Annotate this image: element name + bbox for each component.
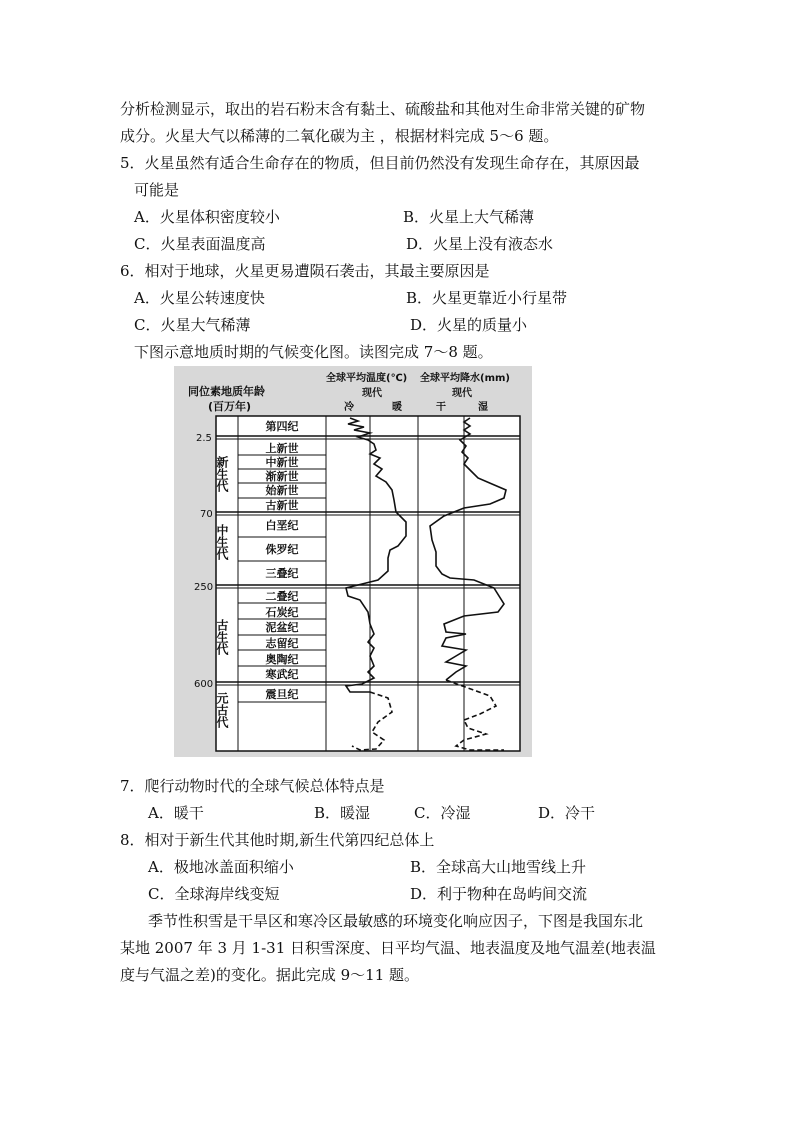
period-label: 寒武纪 xyxy=(265,668,299,681)
period-label: 第四纪 xyxy=(265,420,299,433)
outro-line-1: 季节性积雪是干旱区和寒冷区最敏感的环境变化响应因子，下图是我国东北 xyxy=(148,912,644,930)
q7-stem: 7．爬行动物时代的全球气候总体特点是 xyxy=(120,777,385,795)
period-label: 渐新世 xyxy=(265,470,299,483)
period-label: 奥陶纪 xyxy=(265,653,299,666)
era-proterozoic: 元古代 xyxy=(215,692,229,728)
q8-option-d: D．利于物种在岛屿间交流 xyxy=(410,885,588,903)
q6-stem: 6．相对于地球，火星更易遭陨石袭击，其最主要原因是 xyxy=(120,262,490,280)
precip-header: 全球平均降水(mm) xyxy=(420,373,510,384)
age-tick: 600 xyxy=(194,679,214,690)
q5-stem: 5．火星虽然有适合生命存在的物质，但目前仍然没有发现生命存在，其原因最 xyxy=(120,154,640,172)
warm-label: 暖 xyxy=(392,402,402,413)
q6-option-b: B．火星更靠近小行星带 xyxy=(406,289,568,307)
outro-line-3: 度与气温之差)的变化。据此完成 9～11 题。 xyxy=(120,966,420,984)
modern-temp-label: 现代 xyxy=(362,388,382,399)
period-label: 志留纪 xyxy=(265,637,299,650)
period-label: 侏罗纪 xyxy=(265,543,299,556)
period-label: 二叠纪 xyxy=(265,590,299,603)
q6-option-d: D．火星的质量小 xyxy=(410,316,528,334)
intro-line-2: 成分。火星大气以稀薄的二氧化碳为主 ，根据材料完成 5～6 题。 xyxy=(120,127,559,145)
q8-stem: 8．相对于新生代其他时期,新生代第四纪总体上 xyxy=(120,831,435,849)
figure-intro: 下图示意地质时期的气候变化图。读图完成 7～8 题。 xyxy=(134,343,493,361)
intro-line-1: 分析检测显示，取出的岩石粉末含有黏土、硫酸盐和其他对生命非常关键的矿物 xyxy=(120,100,646,118)
q7-option-a: A．暖干 xyxy=(148,804,204,822)
dry-label: 干 xyxy=(436,402,446,413)
wet-label: 湿 xyxy=(478,402,488,413)
cold-label: 冷 xyxy=(344,402,354,413)
period-label: 泥盆纪 xyxy=(265,621,299,634)
age-header: 同位素地质年龄 xyxy=(188,385,265,398)
period-label: 上新世 xyxy=(265,442,299,455)
q5-option-d: D．火星上没有液态水 xyxy=(406,235,554,253)
q6-option-a: A．火星公转速度快 xyxy=(134,289,265,307)
age-tick: 70 xyxy=(200,509,213,520)
q8-option-c: C．全球海岸线变短 xyxy=(148,885,280,903)
temp-header: 全球平均温度(℃) xyxy=(326,373,408,384)
period-label: 始新世 xyxy=(265,484,299,497)
q5-option-b: B．火星上大气稀薄 xyxy=(403,208,535,226)
q8-option-b: B．全球高大山地雪线上升 xyxy=(410,858,587,876)
climate-figure xyxy=(174,366,532,757)
q6-option-c: C．火星大气稀薄 xyxy=(134,316,251,334)
era-paleozoic: 古生代 xyxy=(215,619,229,655)
age-tick: 2.5 xyxy=(196,433,212,444)
q5-option-c: C．火星表面温度高 xyxy=(134,235,266,253)
era-cenozoic: 新生代 xyxy=(215,456,229,492)
q8-option-a: A．极地冰盖面积缩小 xyxy=(148,858,294,876)
age-tick: 250 xyxy=(194,582,214,593)
q5-option-a: A．火星体积密度较小 xyxy=(134,208,280,226)
q7-option-b: B．暖湿 xyxy=(314,804,371,822)
q7-option-c: C．冷湿 xyxy=(414,804,471,822)
period-label: 石炭纪 xyxy=(265,606,299,619)
period-label: 古新世 xyxy=(265,499,299,512)
period-label: 震旦纪 xyxy=(265,688,299,701)
outro-line-2: 某地 2007 年 3 月 1-31 日积雪深度、日平均气温、地表温度及地气温差(地表温 xyxy=(120,939,656,957)
period-label: 三叠纪 xyxy=(265,567,299,580)
q5-stem-cont: 可能是 xyxy=(134,181,180,199)
q7-option-d: D．冷干 xyxy=(538,804,596,822)
modern-precip-label: 现代 xyxy=(452,388,472,399)
age-unit: (百万年) xyxy=(208,400,252,413)
period-label: 白垩纪 xyxy=(265,519,299,532)
era-mesozoic: 中生代 xyxy=(215,524,229,560)
period-label: 中新世 xyxy=(265,456,299,469)
